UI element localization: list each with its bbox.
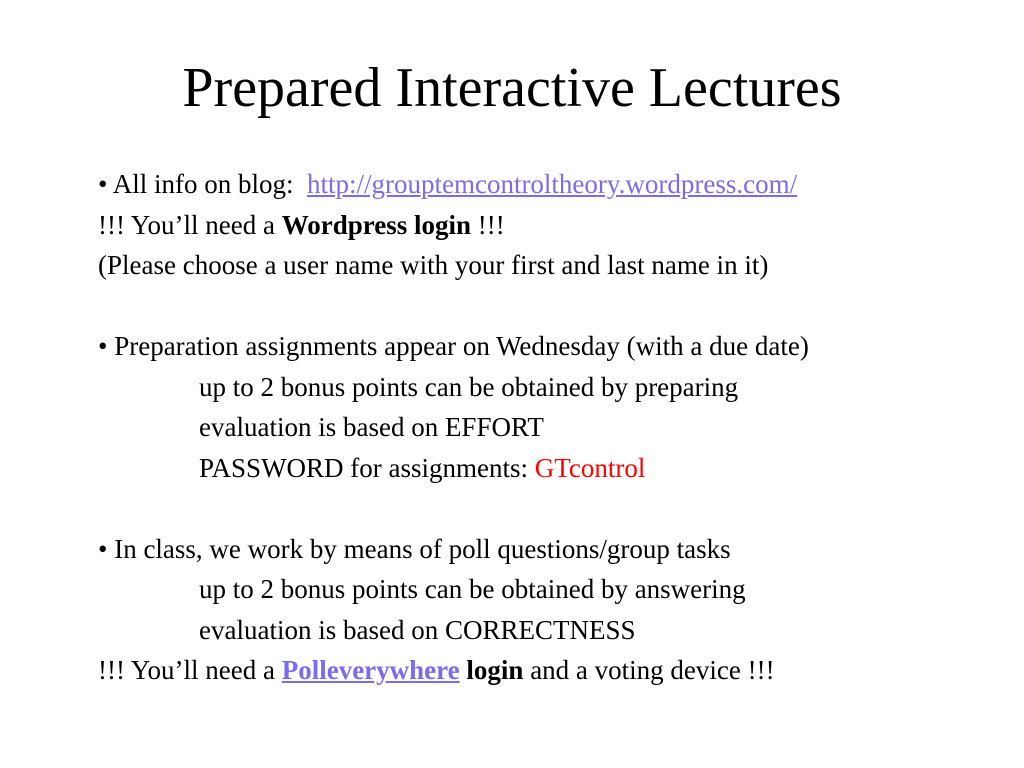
- password-line: [98, 448, 1018, 489]
- blog-url-link[interactable]: http://grouptemcontroltheory.wordpress.com/: [306, 169, 798, 199]
- username-note: (Please choose a user name with your first and last name in it): [98, 250, 769, 280]
- wordpress-login-text: Wordpress login: [281, 209, 472, 240]
- blog-prefix: • All info on blog:: [98, 169, 294, 199]
- in-class-evaluation: evaluation is based on CORRECTNESS: [199, 614, 636, 645]
- blog-line: [98, 164, 1018, 205]
- preparation-bullet: • Preparation assignments appear on Wednesday (with a due date): [98, 331, 809, 361]
- wordpress-suffix: !!!: [477, 209, 505, 240]
- polleverywhere-line: [98, 650, 1018, 691]
- in-class-bonus: up to 2 bonus points can be obtained by answering: [199, 574, 746, 604]
- wordpress-prefix: !!! You’ll need a: [98, 209, 275, 240]
- password-label: PASSWORD for assignments:: [199, 452, 529, 483]
- spacer: [98, 286, 1018, 327]
- polleverywhere-prefix: !!! You’ll need a: [98, 655, 275, 685]
- wordpress-line: [98, 205, 1018, 246]
- password-value: GTcontrol: [534, 452, 646, 483]
- slide-body: [98, 164, 1018, 691]
- slide-title: Prepared Interactive Lectures: [182, 57, 842, 119]
- polleverywhere-login-text: login: [466, 655, 524, 685]
- in-class-bullet: • In class, we work by means of poll questions/group tasks: [98, 533, 731, 564]
- spacer: [98, 488, 1018, 529]
- preparation-bonus: up to 2 bonus points can be obtained by preparing: [199, 371, 739, 402]
- polleverywhere-suffix: and a voting device !!!: [530, 655, 775, 685]
- polleverywhere-link[interactable]: Polleverywhere: [281, 655, 460, 685]
- preparation-evaluation: evaluation is based on EFFORT: [199, 412, 544, 442]
